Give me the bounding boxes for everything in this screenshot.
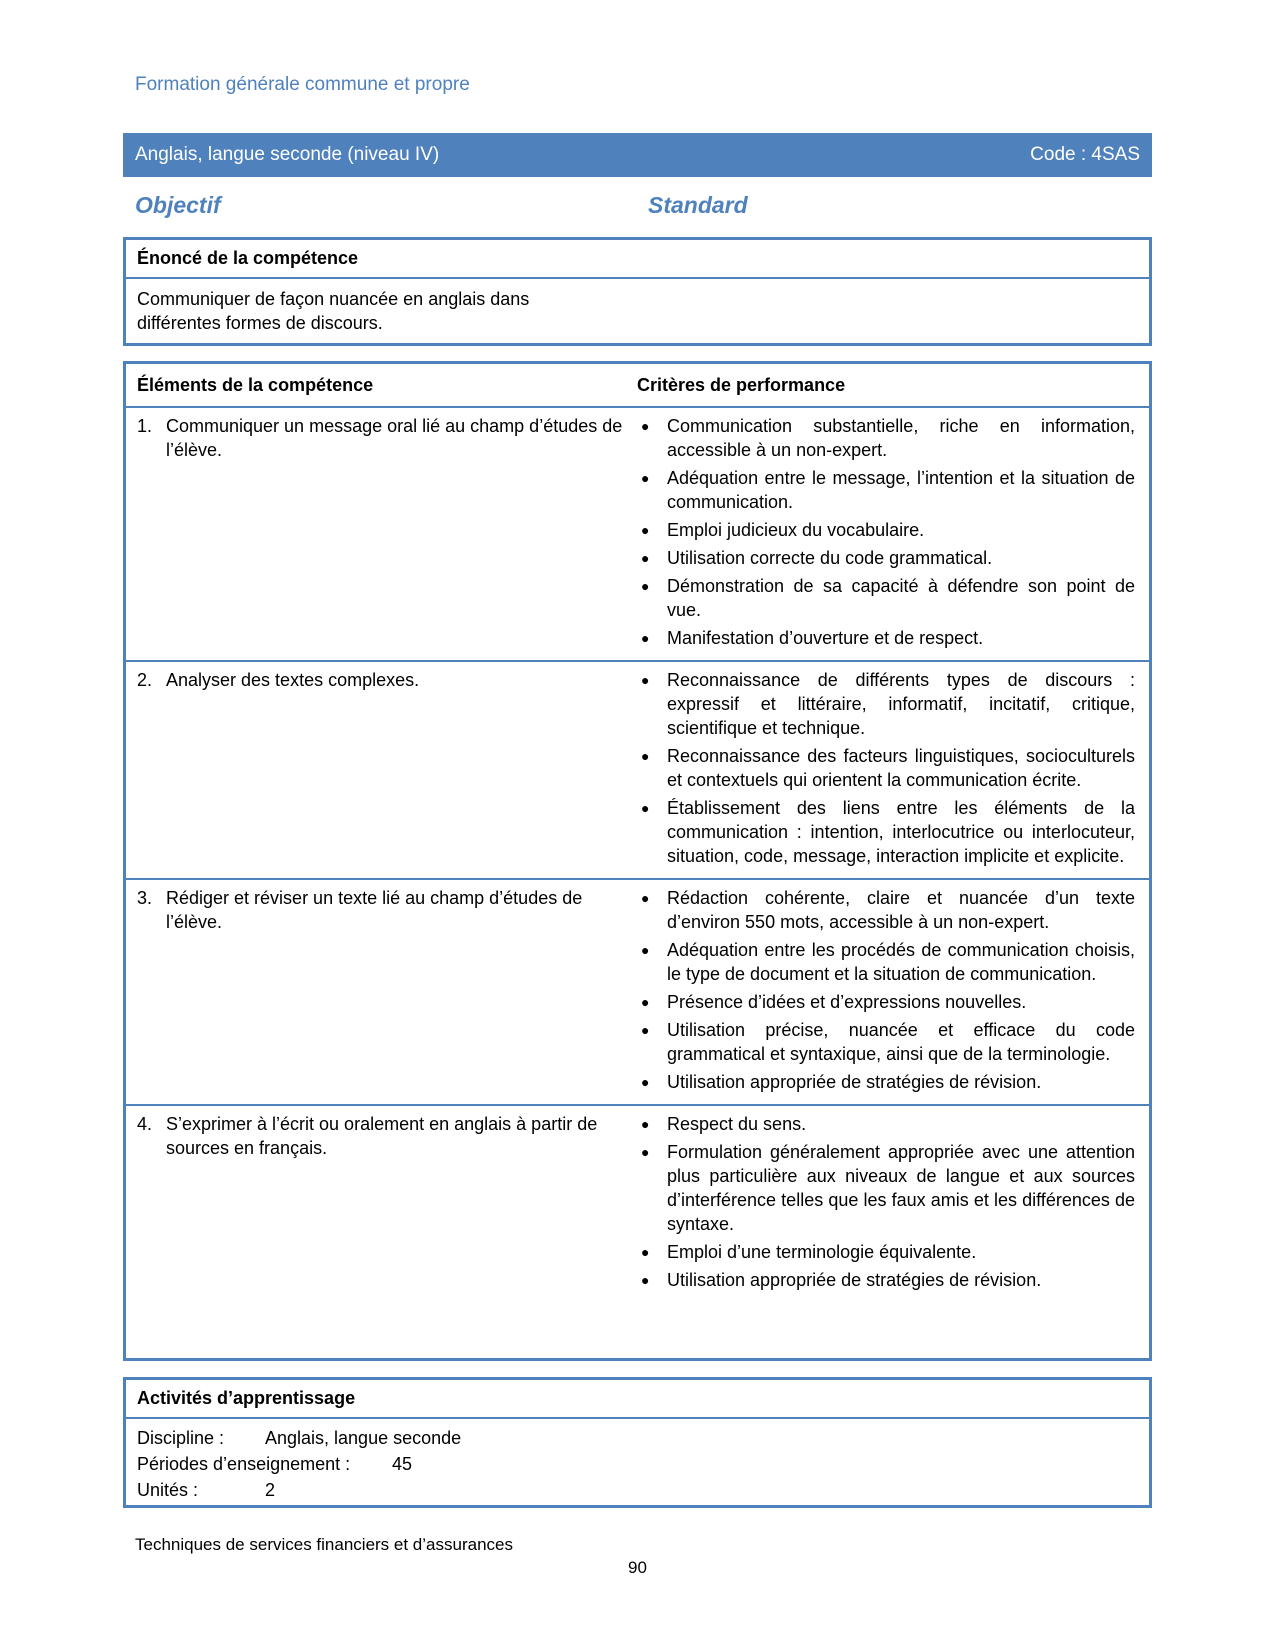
element-number: 2. <box>137 670 153 690</box>
units-label: Unités : <box>137 1480 199 1500</box>
criterion-item <box>637 1268 1135 1292</box>
criterion-item <box>637 1140 1135 1236</box>
criterion-item <box>637 574 1135 622</box>
periods-value: 45 <box>392 1454 413 1474</box>
bullet-icon: ● <box>641 942 650 958</box>
criterion-text: Utilisation appropriée de stratégies de révision. <box>667 1270 1042 1290</box>
criterion-item <box>637 990 1135 1014</box>
element-text: Communiquer un message oral lié au champ d’études de l’élève. <box>166 416 623 460</box>
criterion-text: Reconnaissance de différents types de discours : expressif et littéraire, informatif, incitatif, critique, scientifique et technique. <box>667 670 1135 738</box>
discipline-line <box>137 1425 1138 1451</box>
criterion-text: Utilisation précise, nuancée et efficace du code grammatical et syntaxique, ainsi que de la terminologie. <box>667 1020 1135 1064</box>
table-row <box>126 1106 1149 1302</box>
performance-criteria-list <box>637 1112 1149 1296</box>
criterion-text: Adéquation entre les procédés de communication choisis, le type de document et la situation de communication. <box>667 940 1135 984</box>
element-text: Analyser des textes complexes. <box>166 670 420 690</box>
criterion-item <box>637 626 1135 650</box>
competence-element <box>126 668 637 872</box>
bullet-icon: ● <box>641 418 650 434</box>
criterion-item <box>637 1018 1135 1066</box>
element-text: Rédiger et réviser un texte lié au champ d’études de l’élève. <box>166 888 583 932</box>
competence-statement-box <box>123 237 1152 346</box>
performance-criteria-list <box>637 886 1149 1098</box>
bullet-icon: ● <box>641 550 650 566</box>
bullet-icon: ● <box>641 748 650 764</box>
criterion-item <box>637 1070 1135 1094</box>
bullet-icon: ● <box>641 578 650 594</box>
performance-criteria-list <box>637 414 1149 654</box>
criterion-text: Formulation généralement appropriée avec une attention plus particulière aux niveaux de langue et aux sources d’interférence telles que les faux amis et les différences de syntaxe. <box>667 1142 1135 1234</box>
units-line <box>137 1477 1138 1503</box>
criteria-column-header: Critères de performance <box>637 374 846 395</box>
criterion-text: Adéquation entre le message, l’intention et la situation de communication. <box>667 468 1135 512</box>
criterion-item <box>637 414 1135 462</box>
learning-activities-title: Activités d’apprentissage <box>126 1380 1149 1419</box>
bullet-icon: ● <box>641 522 650 538</box>
standard-heading: Standard <box>648 192 748 218</box>
periods-line <box>137 1451 1138 1477</box>
bullet-icon: ● <box>641 994 650 1010</box>
element-text: S’exprimer à l’écrit ou oralement en anglais à partir de sources en français. <box>166 1114 598 1158</box>
section-title: Formation générale commune et propre <box>135 74 470 95</box>
competence-element <box>126 1112 637 1296</box>
bullet-icon: ● <box>641 672 650 688</box>
learning-activities-body <box>126 1419 1149 1509</box>
criterion-item <box>637 886 1135 934</box>
criterion-text: Utilisation correcte du code grammatical. <box>667 548 993 568</box>
criterion-item <box>637 668 1135 740</box>
competence-elements-table <box>123 361 1152 1361</box>
criterion-item <box>637 518 1135 542</box>
bullet-icon: ● <box>641 630 650 646</box>
criterion-text: Respect du sens. <box>667 1114 807 1134</box>
elements-column-header: Éléments de la compétence <box>137 374 374 395</box>
table-body <box>126 408 1149 1302</box>
criterion-text: Rédaction cohérente, claire et nuancée d’un texte d’environ 550 mots, accessible à un non-expert. <box>667 888 1135 932</box>
table-row <box>126 408 1149 662</box>
course-title-bar <box>123 133 1152 177</box>
competence-statement-title: Énoncé de la compétence <box>126 240 1149 279</box>
bullet-icon: ● <box>641 1272 650 1288</box>
criterion-item <box>637 1240 1135 1264</box>
criterion-text: Reconnaissance des facteurs linguistiques, socioculturels et contextuels qui orientent la communication écrite. <box>667 746 1135 790</box>
criterion-item <box>637 546 1135 570</box>
course-name: Anglais, langue seconde (niveau IV) <box>135 144 440 165</box>
page-number: 90 <box>628 1558 647 1577</box>
discipline-label: Discipline : <box>137 1428 225 1448</box>
bullet-icon: ● <box>641 1144 650 1160</box>
bullet-icon: ● <box>641 890 650 906</box>
course-code: Code : 4SAS <box>1030 144 1140 165</box>
bullet-icon: ● <box>641 1116 650 1132</box>
element-number: 4. <box>137 1114 153 1134</box>
criterion-item <box>637 1112 1135 1136</box>
table-header <box>126 364 1149 408</box>
bullet-icon: ● <box>641 1244 650 1260</box>
criterion-text: Utilisation appropriée de stratégies de révision. <box>667 1072 1042 1092</box>
objectif-heading: Objectif <box>135 192 221 218</box>
table-row <box>126 880 1149 1106</box>
bullet-icon: ● <box>641 1074 650 1090</box>
competence-statement-text: Communiquer de façon nuancée en anglais dans différentes formes de discours. <box>137 289 530 333</box>
element-number: 1. <box>137 416 153 436</box>
criterion-item <box>637 466 1135 514</box>
criterion-text: Emploi judicieux du vocabulaire. <box>667 520 925 540</box>
criterion-text: Emploi d’une terminologie équivalente. <box>667 1242 977 1262</box>
element-number: 3. <box>137 888 153 908</box>
bullet-icon: ● <box>641 800 650 816</box>
criterion-text: Manifestation d’ouverture et de respect. <box>667 628 984 648</box>
competence-element <box>126 886 637 1098</box>
criterion-text: Établissement des liens entre les éléments de la communication : intention, interlocutrice ou interlocuteur, situation, code, message, interaction implicite et explicite. <box>667 798 1135 866</box>
criterion-text: Démonstration de sa capacité à défendre son point de vue. <box>667 576 1135 620</box>
criterion-item <box>637 744 1135 792</box>
discipline-value: Anglais, langue seconde <box>265 1428 462 1448</box>
units-value: 2 <box>265 1480 276 1500</box>
performance-criteria-list <box>637 668 1149 872</box>
competence-element <box>126 414 637 654</box>
criterion-item <box>637 796 1135 868</box>
table-row <box>126 662 1149 880</box>
bullet-icon: ● <box>641 1022 650 1038</box>
bullet-icon: ● <box>641 470 650 486</box>
periods-label: Périodes d’enseignement : <box>137 1454 351 1474</box>
footer-program: Techniques de services financiers et d’assurances <box>135 1535 513 1554</box>
learning-activities-box <box>123 1377 1152 1508</box>
criterion-text: Communication substantielle, riche en information, accessible à un non-expert. <box>667 416 1135 460</box>
criterion-item <box>637 938 1135 986</box>
criterion-text: Présence d’idées et d’expressions nouvelles. <box>667 992 1027 1012</box>
